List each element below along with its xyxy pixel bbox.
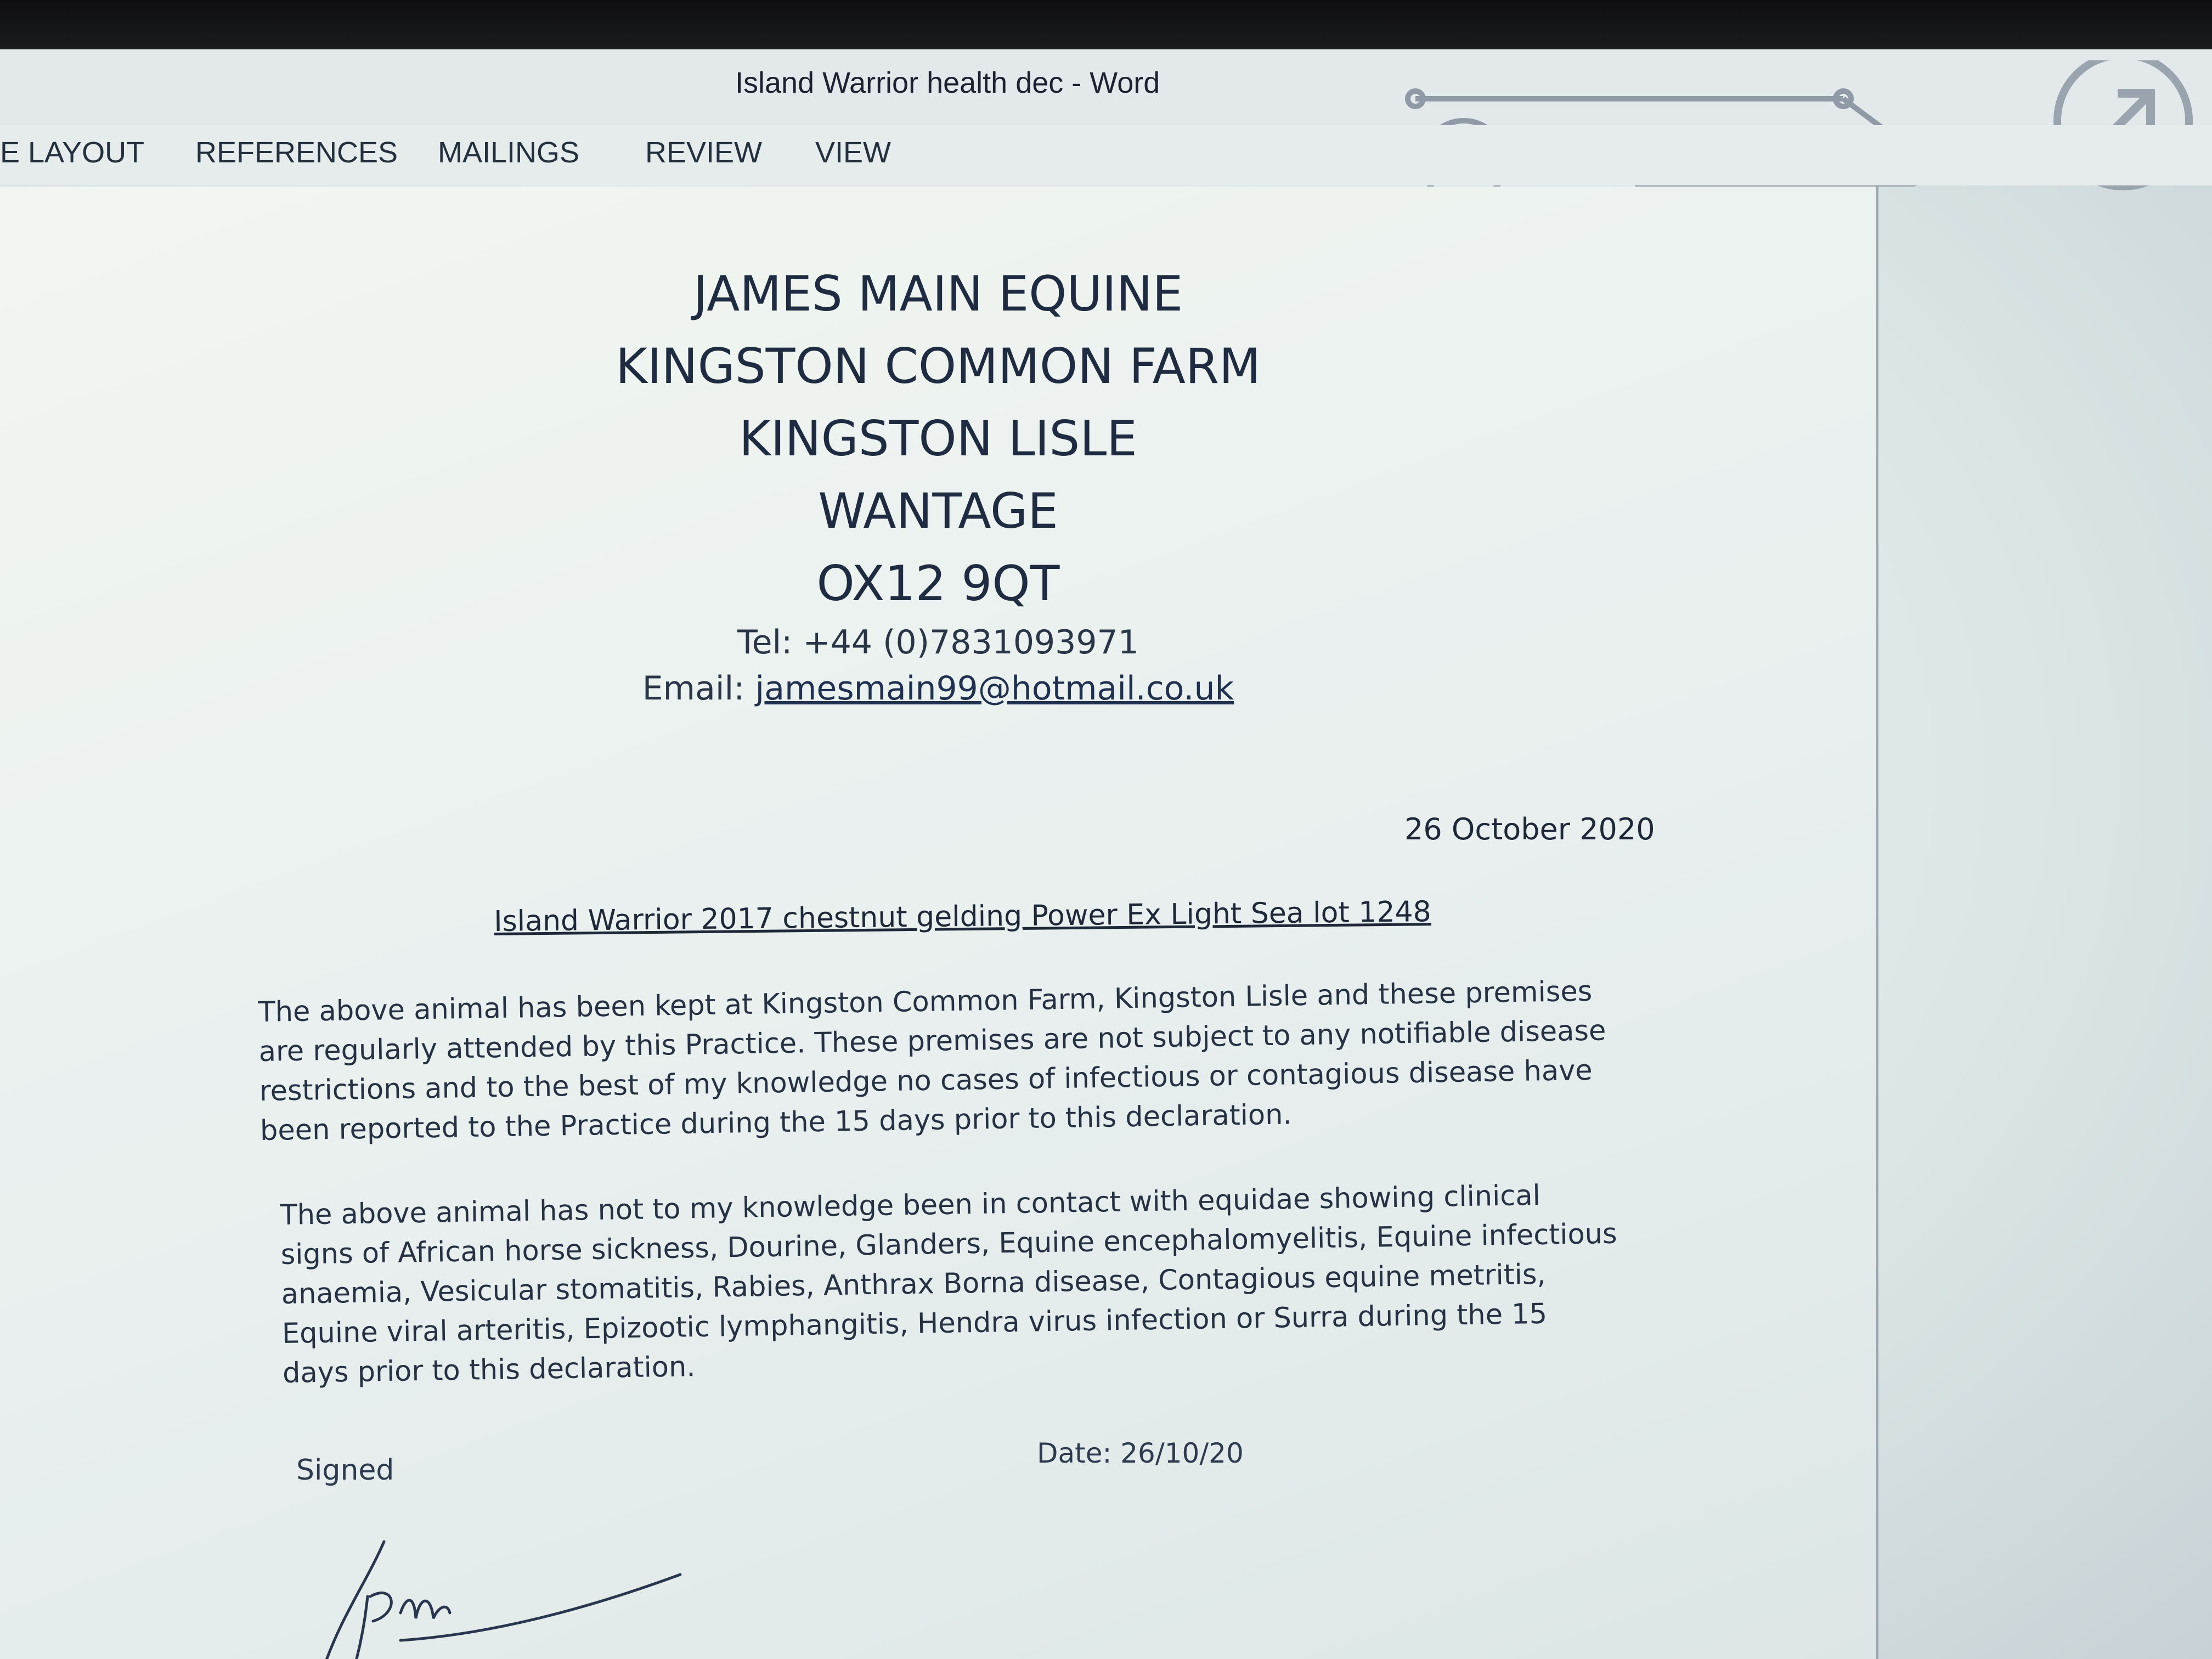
address-line-1: KINGSTON COMMON FARM xyxy=(616,338,1261,394)
window-title: Island Warrior health dec - Word xyxy=(735,66,1160,99)
tab-page-layout[interactable]: E LAYOUT xyxy=(0,136,145,169)
tab-review[interactable]: REVIEW xyxy=(645,136,763,169)
tab-mailings[interactable]: MAILINGS xyxy=(438,136,580,169)
letterhead xyxy=(494,258,1383,708)
paragraph-disease-contact: The above animal has not to my knowledge been in contact with equidae showing clinical signs of African horse sickness, Dourine, Glanders, Equine encephalomyelitis, Equine infectious anaemia, Vesicular stomatitis, Rabies, Anthrax Borna disease, Contagious equine metritis, Equine viral arteritis, Epizootic lymphangitis, Hendra virus infection or Surra during the 15 days prior to this declaration. xyxy=(280,1179,1618,1390)
postcode: OX12 9QT xyxy=(816,555,1060,612)
document-page[interactable] xyxy=(0,187,1878,1659)
tab-view[interactable]: VIEW xyxy=(815,136,891,169)
tab-references[interactable]: REFERENCES xyxy=(195,136,398,169)
signed-label: Signed xyxy=(296,1454,394,1487)
subject-line: Island Warrior 2017 chestnut gelding Power Ex Light Sea lot 1248 xyxy=(494,895,1431,938)
ribbon-tabs xyxy=(0,125,2212,185)
monitor-bezel xyxy=(0,0,2212,55)
email-line xyxy=(494,669,1383,708)
signature-date: Date: 26/10/20 xyxy=(1037,1437,1244,1469)
telephone: Tel: +44 (0)7831093971 xyxy=(737,623,1139,662)
email-link[interactable]: jamesmain99@hotmail.co.uk xyxy=(755,669,1234,708)
screen xyxy=(0,49,2212,1659)
paragraph-premises: The above animal has been kept at Kingston Common Farm, Kingston Lisle and these premises are regularly attended by this Practice. These premises are not subject to any notifiable disease restrictions and to the best of my knowledge no cases of infectious or contagious disease have been reported to the Practice during the 15 days prior to this declaration. xyxy=(258,975,1606,1147)
email-label: Email: xyxy=(642,669,745,708)
practice-name: JAMES MAIN EQUINE xyxy=(693,266,1183,322)
address-line-3: WANTAGE xyxy=(818,483,1058,539)
handwritten-signature xyxy=(318,1531,691,1659)
letter-date: 26 October 2020 xyxy=(1404,812,1655,847)
address-line-2: KINGSTON LISLE xyxy=(739,410,1137,467)
